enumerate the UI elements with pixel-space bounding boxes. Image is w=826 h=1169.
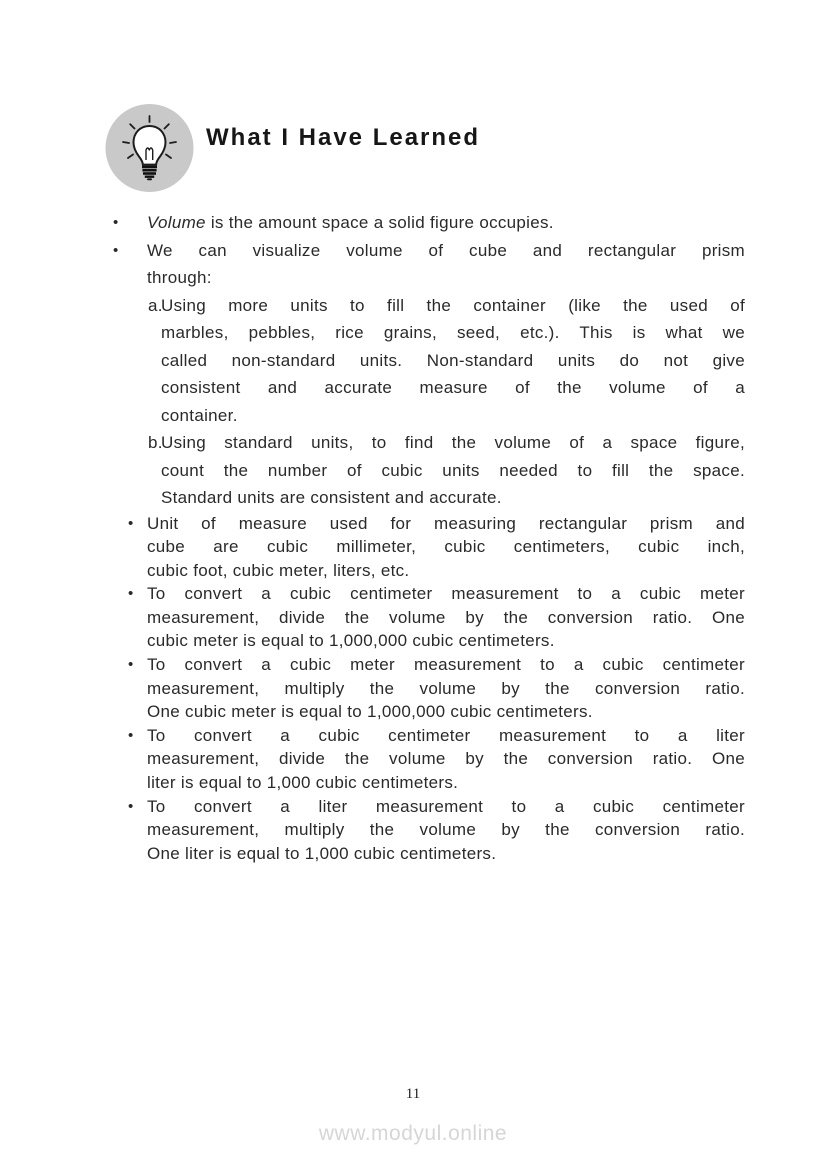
bullet-icon: • <box>113 241 119 259</box>
sub-list-item-a <box>147 292 745 430</box>
bullet-icon: • <box>128 797 134 815</box>
list-item-line: One liter is equal to 1,000 cubic centimeters. <box>147 843 497 863</box>
bullet-icon: • <box>128 514 134 532</box>
learned-list <box>113 209 745 865</box>
page-title: What I Have Learned <box>206 124 481 151</box>
list-item <box>113 237 745 292</box>
sub-item-marker: b. <box>148 433 163 452</box>
list-item-line: cubic foot, cubic meter, liters, etc. <box>147 560 410 580</box>
page-number: 11 <box>405 1086 421 1102</box>
list-item-line: consistent and accurate measure of the volume of a <box>161 378 745 397</box>
sub-list-item-b <box>147 429 745 512</box>
list-item-line: container. <box>161 405 238 425</box>
list-item-line: We can visualize volume of cube and rectangular prism <box>147 240 745 260</box>
list-item-line: To convert a cubic centimeter measurement to a cubic meter <box>147 584 745 604</box>
list-item-line: Using standard units, to find the volume of a space figure, <box>161 433 745 452</box>
list-item-line: To convert a liter measurement to a cubic centimeter <box>147 796 745 816</box>
list-item-line: count the number of cubic units needed to fill the space. <box>161 460 745 480</box>
list-item-line: cube are cubic millimeter, cubic centimeters, cubic inch, <box>147 537 745 557</box>
bullet-icon: • <box>128 656 134 674</box>
section-header <box>104 102 480 194</box>
list-item-line: cubic meter is equal to 1,000,000 cubic centimeters. <box>147 631 555 651</box>
list-item-line: To convert a cubic centimeter measurement to a liter <box>147 725 745 745</box>
bullet-icon: • <box>113 214 119 231</box>
list-item-line: called non-standard units. Non-standard units do not give <box>161 350 745 370</box>
list-item-line: Unit of measure used for measuring rectangular prism and <box>147 513 745 533</box>
list-item-line: liter is equal to 1,000 cubic centimeters. <box>147 773 459 793</box>
list-item-line: measurement, multiply the volume by the conversion ratio. <box>147 820 745 840</box>
list-item <box>128 582 745 653</box>
watermark: www.modyul.online <box>318 1122 508 1145</box>
list-item <box>128 512 745 583</box>
bullet-icon: • <box>128 585 134 603</box>
list-item-line: through: <box>147 268 212 287</box>
list-item-line: One cubic meter is equal to 1,000,000 cubic centimeters. <box>147 702 593 722</box>
list-item <box>128 653 745 724</box>
list-item-line: marbles, pebbles, rice grains, seed, etc.). This is what we <box>161 323 745 342</box>
lightbulb-icon <box>104 102 195 194</box>
bullet-icon: • <box>128 726 134 744</box>
list-item-line: Standard units are consistent and accurate. <box>161 488 502 507</box>
list-item <box>113 209 745 237</box>
list-item-line: Using more units to fill the container (like the used of <box>161 295 745 315</box>
list-item <box>128 724 745 795</box>
list-item-text: Volume is the amount space a solid figure occupies. <box>147 213 554 232</box>
list-item <box>128 795 745 866</box>
sub-item-marker: a. <box>148 295 163 315</box>
list-item-line: To convert a cubic meter measurement to a cubic centimeter <box>147 655 745 675</box>
list-item-line: measurement, divide the volume by the conversion ratio. One <box>147 749 745 769</box>
list-item-line: measurement, multiply the volume by the conversion ratio. <box>147 678 745 698</box>
list-item-line: measurement, divide the volume by the conversion ratio. One <box>147 607 745 627</box>
